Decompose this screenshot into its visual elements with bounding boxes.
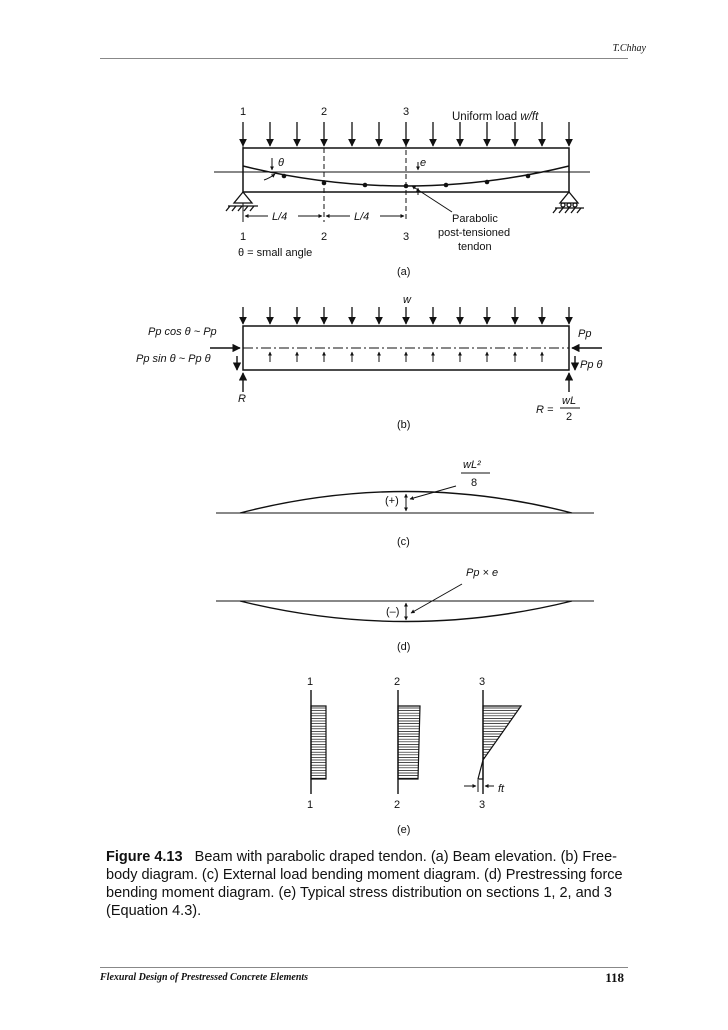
section-lines-a (243, 126, 406, 222)
section-3-top-e: 3 (479, 676, 486, 688)
section-1-bottom-e: 1 (307, 799, 314, 811)
section-3-top-a: 3 (403, 106, 410, 118)
eccentricity-label: e (420, 157, 427, 169)
theta-note: θ = small angle (238, 247, 313, 259)
section-1-top-e: 1 (307, 676, 314, 688)
panel-b (210, 307, 602, 392)
caption-text: Beam with parabolic draped tendon. (a) Beam elevation. (b) Free-body diagram. (c) External load bending moment diagram. (d) Prestressing force bending moment diagram. (e) Typical stress distribution on sections 1, 2, and 3 (Equation 4.3). (106, 849, 623, 919)
theta-label-a: θ (278, 157, 284, 169)
pp-theta-right-label: Pp θ (580, 359, 603, 371)
tendon-label-1: Parabolic (452, 213, 498, 225)
tag-a: (a) (397, 266, 411, 278)
stress-block-3-comp (483, 706, 521, 760)
wl-denominator: 2 (566, 411, 573, 423)
panel-d (216, 584, 594, 622)
positive-sign: (+) (385, 495, 399, 507)
panel-b-text (136, 294, 603, 431)
w-label-b: w (403, 294, 411, 306)
dim-l4-2: L/4 (354, 211, 370, 223)
section-2-top-e: 2 (394, 676, 401, 688)
panel-e (311, 690, 521, 794)
tag-d: (d) (397, 641, 411, 653)
panel-a (214, 122, 590, 222)
section-3-bottom-a: 3 (403, 231, 410, 243)
load-arrows-b (243, 307, 569, 324)
header-author: T.Chhay (612, 43, 646, 54)
pp-e-label: Pp × e (466, 567, 499, 579)
stress-hatching (311, 708, 520, 778)
tag-e: (e) (397, 824, 411, 836)
reaction-left-label: R (238, 393, 246, 405)
tendon-label-3: tendon (458, 241, 492, 253)
section-2-top-a: 2 (321, 106, 328, 118)
stress-block-3-tens (478, 760, 483, 779)
negative-sign: (–) (386, 606, 400, 618)
tendon-label-2: post-tensioned (438, 227, 511, 239)
panel-c-text (385, 459, 490, 548)
pp-right-label: Pp (578, 328, 592, 340)
uplift-arrows-b (270, 352, 542, 362)
section-3-bottom-e: 3 (479, 799, 486, 811)
dim-l4-1: L/4 (272, 211, 288, 223)
page-number: 118 (605, 970, 624, 985)
wl-numerator: wL (562, 395, 577, 407)
footer-title: Flexural Design of Prestressed Concrete Elements (100, 972, 309, 983)
section-2-bottom-a: 2 (321, 231, 328, 243)
section-1-top-a: 1 (240, 106, 247, 118)
wl2-denominator: 8 (471, 477, 478, 489)
figure-number: Figure 4.13 (106, 849, 183, 865)
support-right-a (553, 192, 584, 213)
panel-d-text (386, 567, 498, 653)
reaction-right-label: R = (536, 404, 554, 416)
panel-e-text (307, 676, 505, 836)
support-left-a (226, 192, 258, 211)
uniform-load-label: Uniform load w/ft (452, 111, 539, 123)
section-1-bottom-a: 1 (240, 231, 247, 243)
wl2-numerator: wL² (463, 459, 481, 471)
figure-caption (106, 848, 626, 920)
tag-b: (b) (397, 419, 411, 431)
pp-sin-label: Pp sin θ ~ Pp θ (136, 353, 211, 365)
panel-c (216, 486, 594, 513)
pp-cos-label: Pp cos θ ~ Pp (148, 326, 217, 338)
footer-rule (100, 967, 628, 968)
ft-label: ft (498, 783, 505, 795)
section-2-bottom-e: 2 (394, 799, 401, 811)
tag-c: (c) (397, 536, 410, 548)
